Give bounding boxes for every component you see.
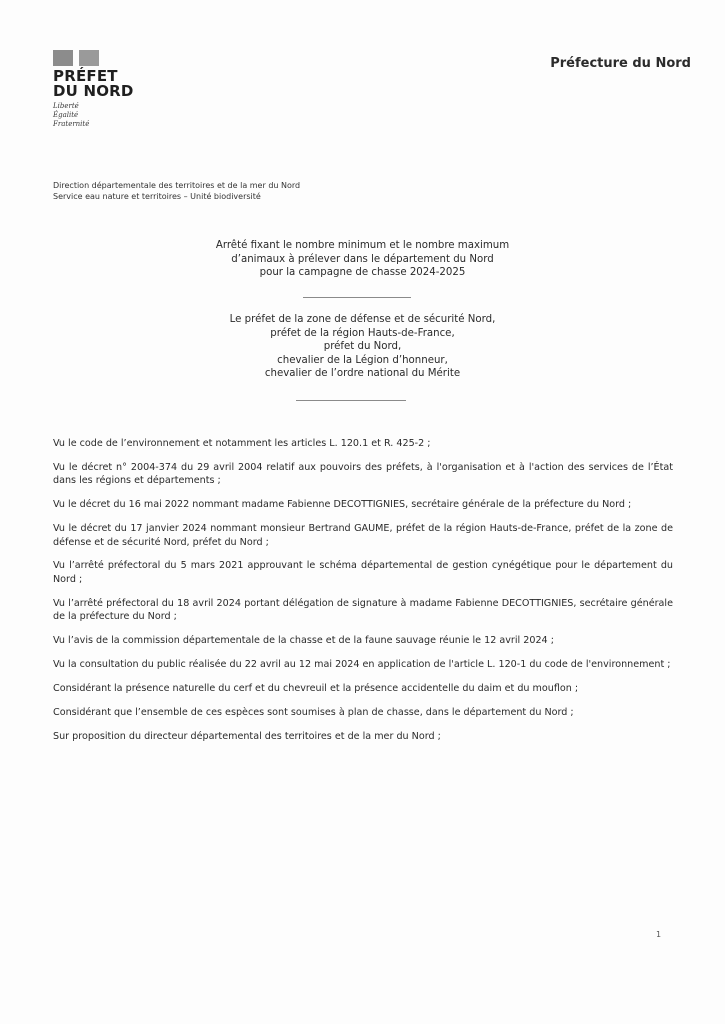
page-number: 1 — [656, 930, 662, 939]
service-direction: Direction départementale des territoires et de la mer du Nord — [53, 181, 301, 190]
divider — [296, 400, 406, 401]
republic-motto — [53, 102, 134, 129]
marianne-logo-icon — [53, 50, 99, 66]
title-line: pour la campagne de chasse 2024-2025 — [259, 267, 466, 278]
authority-line: Le préfet de la zone de défense et de sécurité Nord, — [229, 314, 496, 325]
proposition-paragraph: Sur proposition du directeur départemental des territoires et de la mer du Nord ; — [53, 730, 441, 742]
service-unit: Service eau nature et territoires – Unité biodiversité — [53, 192, 261, 201]
motto-fraternite: Fraternité — [53, 120, 90, 128]
decree-title — [0, 239, 725, 280]
marianne-right-block — [79, 50, 99, 66]
considerant-paragraph: Considérant que l’ensemble de ces espèces sont soumises à plan de chasse, dans le département du Nord ; — [53, 706, 574, 718]
logo-title-line2: DU NORD — [53, 82, 134, 100]
visa-paragraph: Vu la consultation du public réalisée du 22 avril au 12 mai 2024 en application de l'article L. 120-1 du code de l'environnement ; — [53, 658, 671, 670]
visa-paragraph: Vu l’avis de la commission départementale de la chasse et de la faune sauvage réunie le 12 avril 2024 ; — [53, 635, 554, 647]
visa-paragraph: Vu le décret n° 2004-374 du 29 avril 2004 relatif aux pouvoirs des préfets, à l'organisation et à l'action des services de l’État dans les régions et départements ; — [53, 461, 673, 487]
authority-line: chevalier de la Légion d’honneur, — [277, 354, 448, 366]
visa-paragraph: Vu l’arrêté préfectoral du 18 avril 2024 portant délégation de signature à madame Fabienne DECOTTIGNIES, secrétaire générale de la préfecture du Nord ; — [53, 597, 673, 623]
motto-liberte: Liberté — [53, 102, 79, 110]
visa-paragraph: Vu l’arrêté préfectoral du 5 mars 2021 approuvant le schéma départemental de gestion cynégétique pour le département du Nord ; — [53, 560, 673, 585]
issuing-service — [53, 180, 300, 202]
authority-line: chevalier de l’ordre national du Mérite — [264, 368, 461, 379]
prefecture-name: Préfecture du Nord — [550, 56, 691, 71]
visa-paragraph: Vu le code de l’environnement et notamment les articles L. 120.1 et R. 425-2 ; — [53, 438, 431, 449]
visa-paragraph: Vu le décret du 16 mai 2022 nommant madame Fabienne DECOTTIGNIES, secrétaire générale de la préfecture du Nord ; — [53, 499, 632, 511]
motto-egalite: Égalité — [53, 111, 79, 119]
marianne-left-block — [53, 50, 73, 66]
authority-line: préfet de la région Hauts-de-France, — [270, 327, 455, 339]
considerant-paragraph: Considérant la présence naturelle du cerf et du chevreuil et la présence accidentelle du daim et du mouflon ; — [53, 682, 579, 694]
signing-authority — [0, 313, 725, 381]
title-line: d’animaux à prélever dans le département du Nord — [231, 253, 494, 265]
title-line: Arrêté fixant le nombre minimum et le nombre maximum — [215, 240, 510, 251]
visas-list — [53, 437, 673, 754]
prefet-logo — [53, 50, 134, 129]
divider — [303, 297, 411, 298]
authority-line: préfet du Nord, — [323, 341, 402, 352]
logo-title-line1: PRÉFET — [53, 67, 118, 85]
visa-paragraph: Vu le décret du 17 janvier 2024 nommant monsieur Bertrand GAUME, préfet de la région Hauts-de-France, préfet de la zone de défense et de sécurité Nord, préfet du Nord ; — [53, 523, 673, 548]
